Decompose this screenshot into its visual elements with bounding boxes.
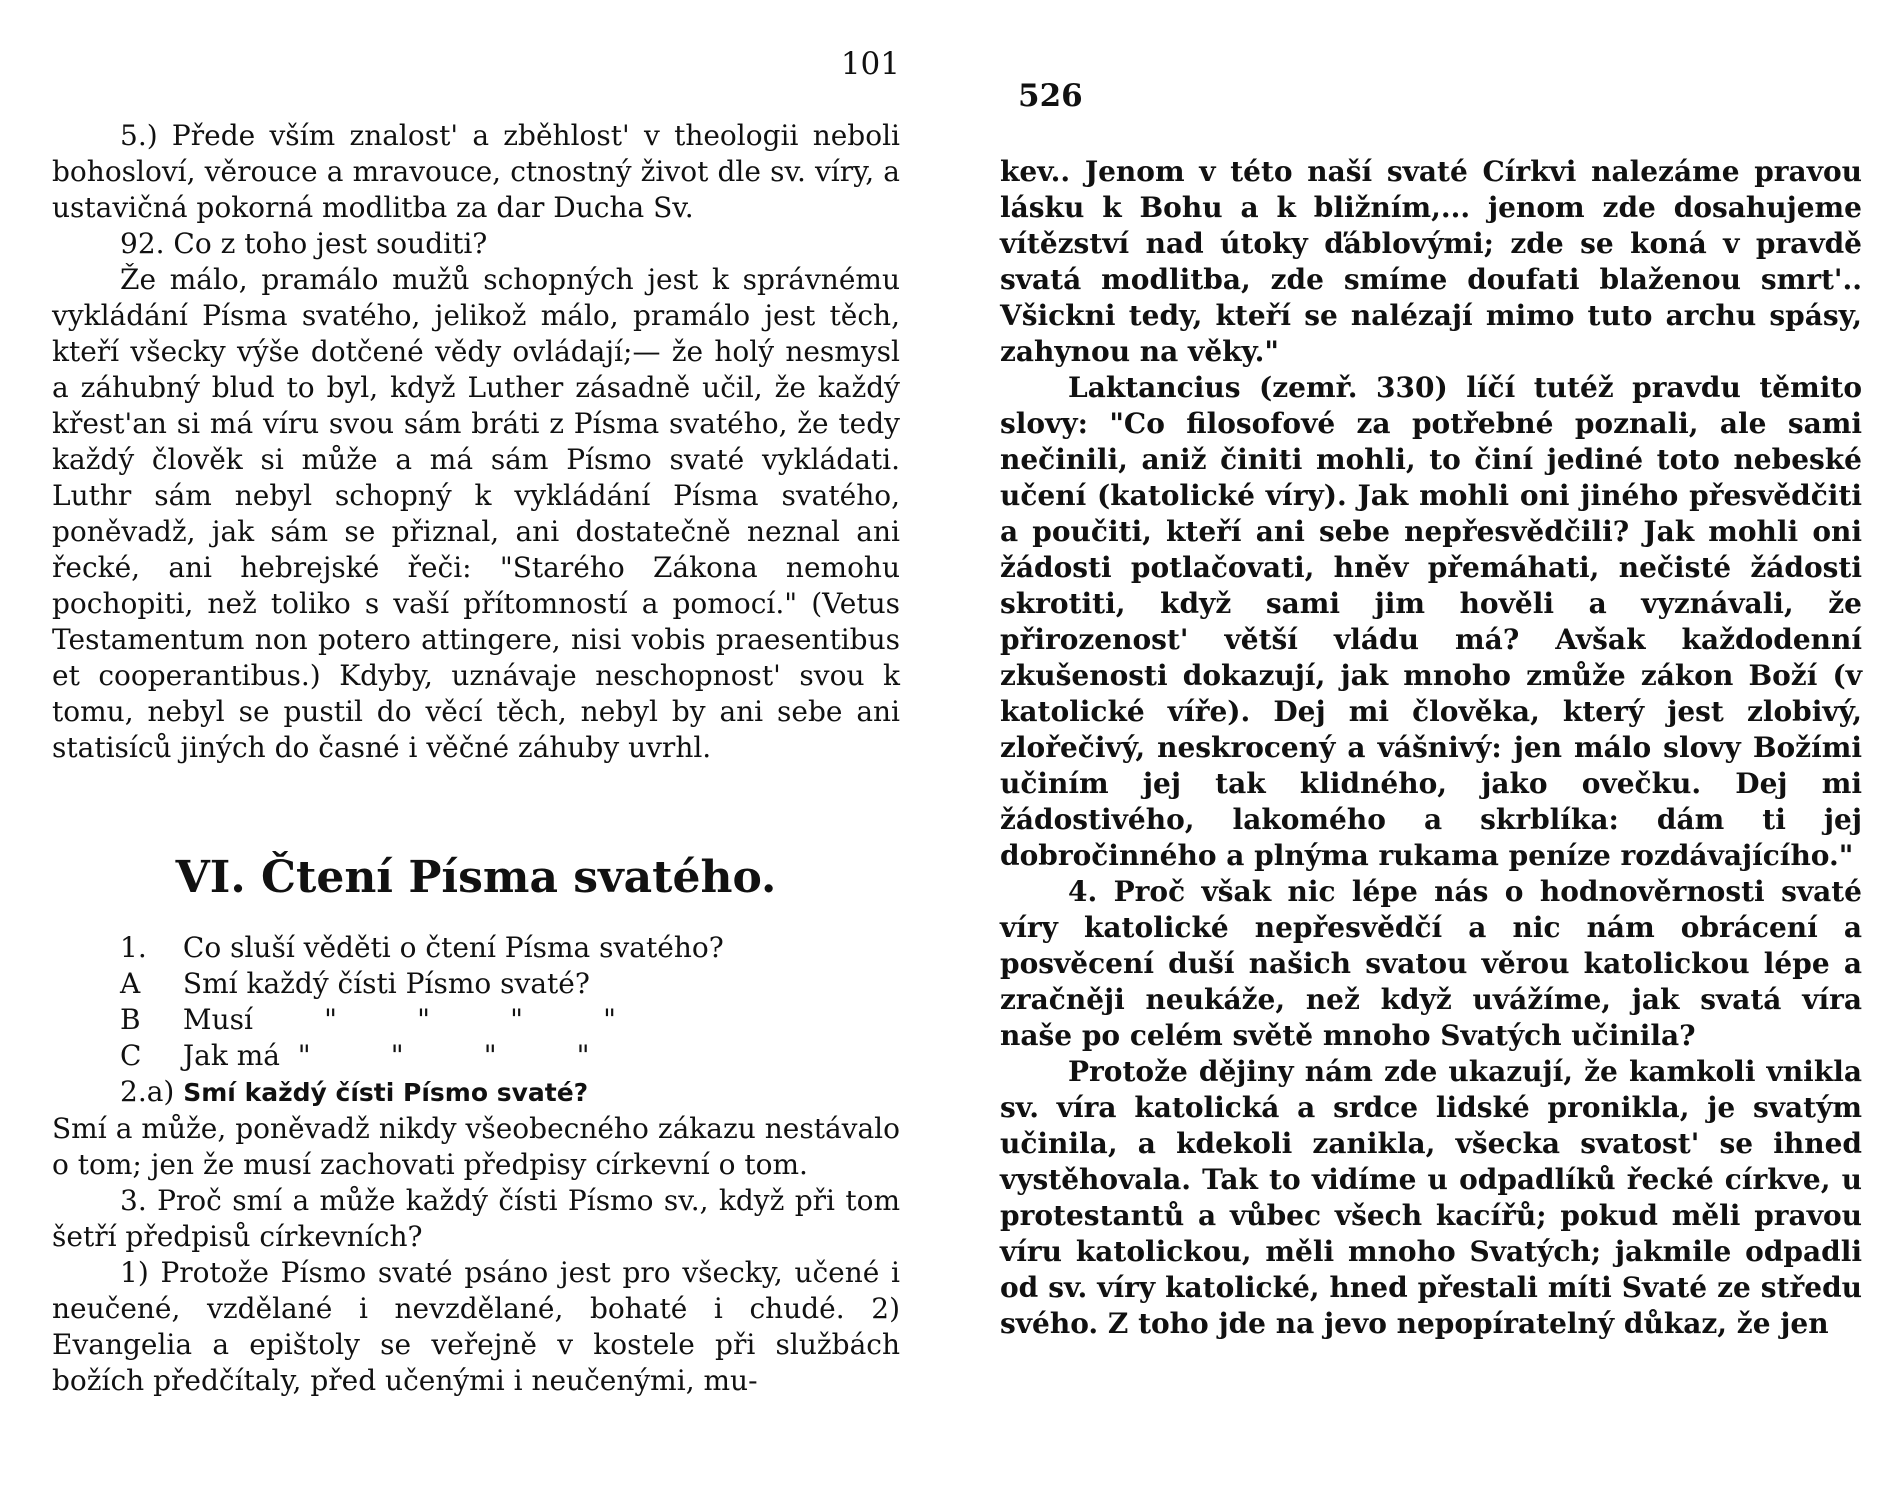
question-line <box>52 1002 900 1038</box>
left-page-text-top <box>52 118 900 766</box>
subsection-heading <box>52 1074 900 1111</box>
question-text: Jak má " " " " <box>182 1039 590 1072</box>
paragraph: Laktancius (zemř. 330) líčí tutéž pravdu těmito slovy: "Co filosofové za potřebné poznali, ale sami nečinili, aniž činiti mohli, to činí jediné toto nebeské učení (katolické víry). Jak mohli oni jiného přesvědčiti a poučiti, kteří ani sebe nepřesvědčili? Jak mohli oni žádosti potlačovati, hněv přemáhati, nečisté žádosti skrotiti, když sami jim hověli a vyznávali, že přirozenost' větší vládu má? Avšak každodenní zkušenosti dokazují, jak mnoho zmůže zákon Boží (v katolické víře). Dej mi člověka, který jest zlobivý, zlořečivý, neskrocený a vášnivý: jen málo slovy Božími učiním jej tak klidného, jako ovečku. Dej mi žádostivého, lakomého a skrblíka: dám ti jej dobročinného a plnýma rukama peníze rozdávajícího." <box>1000 371 1862 872</box>
paragraph: kev.. Jenom v této naší svaté Církvi nalezáme pravou lásku k Bohu a k bližním,... jenom zde dosahujeme vítězství nad útoky ďáblovými; zde se koná v pravdě svatá modlitba, zde smíme doufati blaženou smrt'.. Všickni tedy, kteří se nalézají mimo tuto archu spásy, zahynou na věky." <box>1000 155 1862 368</box>
question-text: Co sluší věděti o čtení Písma svatého? <box>182 931 724 964</box>
subsection-label: 2.a) <box>120 1075 175 1108</box>
right-page-text <box>1000 154 1862 1342</box>
paragraph: Protože dějiny nám zde ukazují, že kamkoli vnikla sv. víra katolická a srdce lidské pronikla, je svatým učinila, a kdekoli zanikla, všecka svatost' se ihned vystěhovala. Tak to vidíme u odpadlíků řecké církve, u protestantů a vůbec všech kacířů; pokud měli pravou víru katolickou, měli mnoho Svatých; jakmile odpadli od sv. víry katolické, hned přestali míti Svaté ze středu svého. Z toho jde na jevo nepopíratelný důkaz, že jen <box>1000 1055 1862 1340</box>
paragraph: Že málo, pramálo mužů schopných jest k správnému vykládání Písma svatého, jelikož málo, pramálo jest těch, kteří všecky výše dotčené vědy ovládají;— že holý nesmysl a záhubný blud to byl, když Luther zásadně učil, že každý křest'an si má víru svou sám bráti z Písma svatého, že tedy každý člověk si může a má sám Písmo svaté vykládati. Luthr sám nebyl schopný k vykládání Písma svatého, poněvadž, jak sám se přiznal, ani dostatečně neznal ani řecké, ani hebrejské řeči: "Starého Zákona nemohu pochopiti, než toliko s vaší přítomností a pomocí." (Vetus Testamentum non potero attingere, nisi vobis praesentibus et cooperantibus.) Kdyby, uznávaje neschopnost' svou k tomu, nebyl se pustil do věcí těch, nebyl by ani sebe ani statisíců jiných do časné i věčné záhuby uvrhl. <box>52 263 900 764</box>
chapter-heading: VI. Čtení Písma svatého. <box>175 852 777 903</box>
question-line <box>52 930 900 966</box>
paragraph: Smí a může, poněvadž nikdy všeobecného zákazu nestávalo o tom; jen že musí zachovati předpisy církevní o tom. <box>52 1112 900 1181</box>
paragraph: 4. Proč však nic lépe nás o hodnověrnosti svaté víry katolické nepřesvědčí a nic nám obrácení a posvěcení duší našich svatou věrou katolickou lépe a zračněji neukáže, než když uvážíme, jak svatá víra naše po celém světě mnoho Svatých učinila? <box>1000 875 1862 1052</box>
question-line <box>52 1038 900 1074</box>
question-label: B <box>120 1003 141 1036</box>
question-label: C <box>120 1039 142 1072</box>
question-label: 1. <box>120 931 147 964</box>
question-label: A <box>120 967 141 1000</box>
question-text: Musí " " " " <box>182 1003 616 1036</box>
question-92: 92. Co z toho jest souditi? <box>120 227 488 260</box>
right-page-number: 526 <box>1018 78 1083 114</box>
subsection-title: Smí každý čísti Písmo svaté? <box>183 1078 589 1107</box>
question-text: Smí každý čísti Písmo svaté? <box>182 967 590 1000</box>
question-line <box>52 966 900 1002</box>
paragraph: 5.) Přede vším znalost' a zběhlost' v theologii neboli bohosloví, věrouce a mravouce, ctnostný život dle sv. víry, a ustavičná pokorná modlitba za dar Ducha Sv. <box>52 119 900 224</box>
paragraph: 3. Proč smí a může každý čísti Písmo sv., když při tom šetří předpisů církevních? <box>52 1184 900 1253</box>
left-page-text-bottom <box>52 930 900 1399</box>
paragraph: 1) Protože Písmo svaté psáno jest pro všecky, učené i neučené, vzdělané i nevzdělané, bohaté i chudé. 2) Evangelia a epištoly se veřejně v kostele při službách božích předčítaly, před učenými i neučenými, mu- <box>52 1256 900 1397</box>
left-page-number: 101 <box>840 46 900 82</box>
